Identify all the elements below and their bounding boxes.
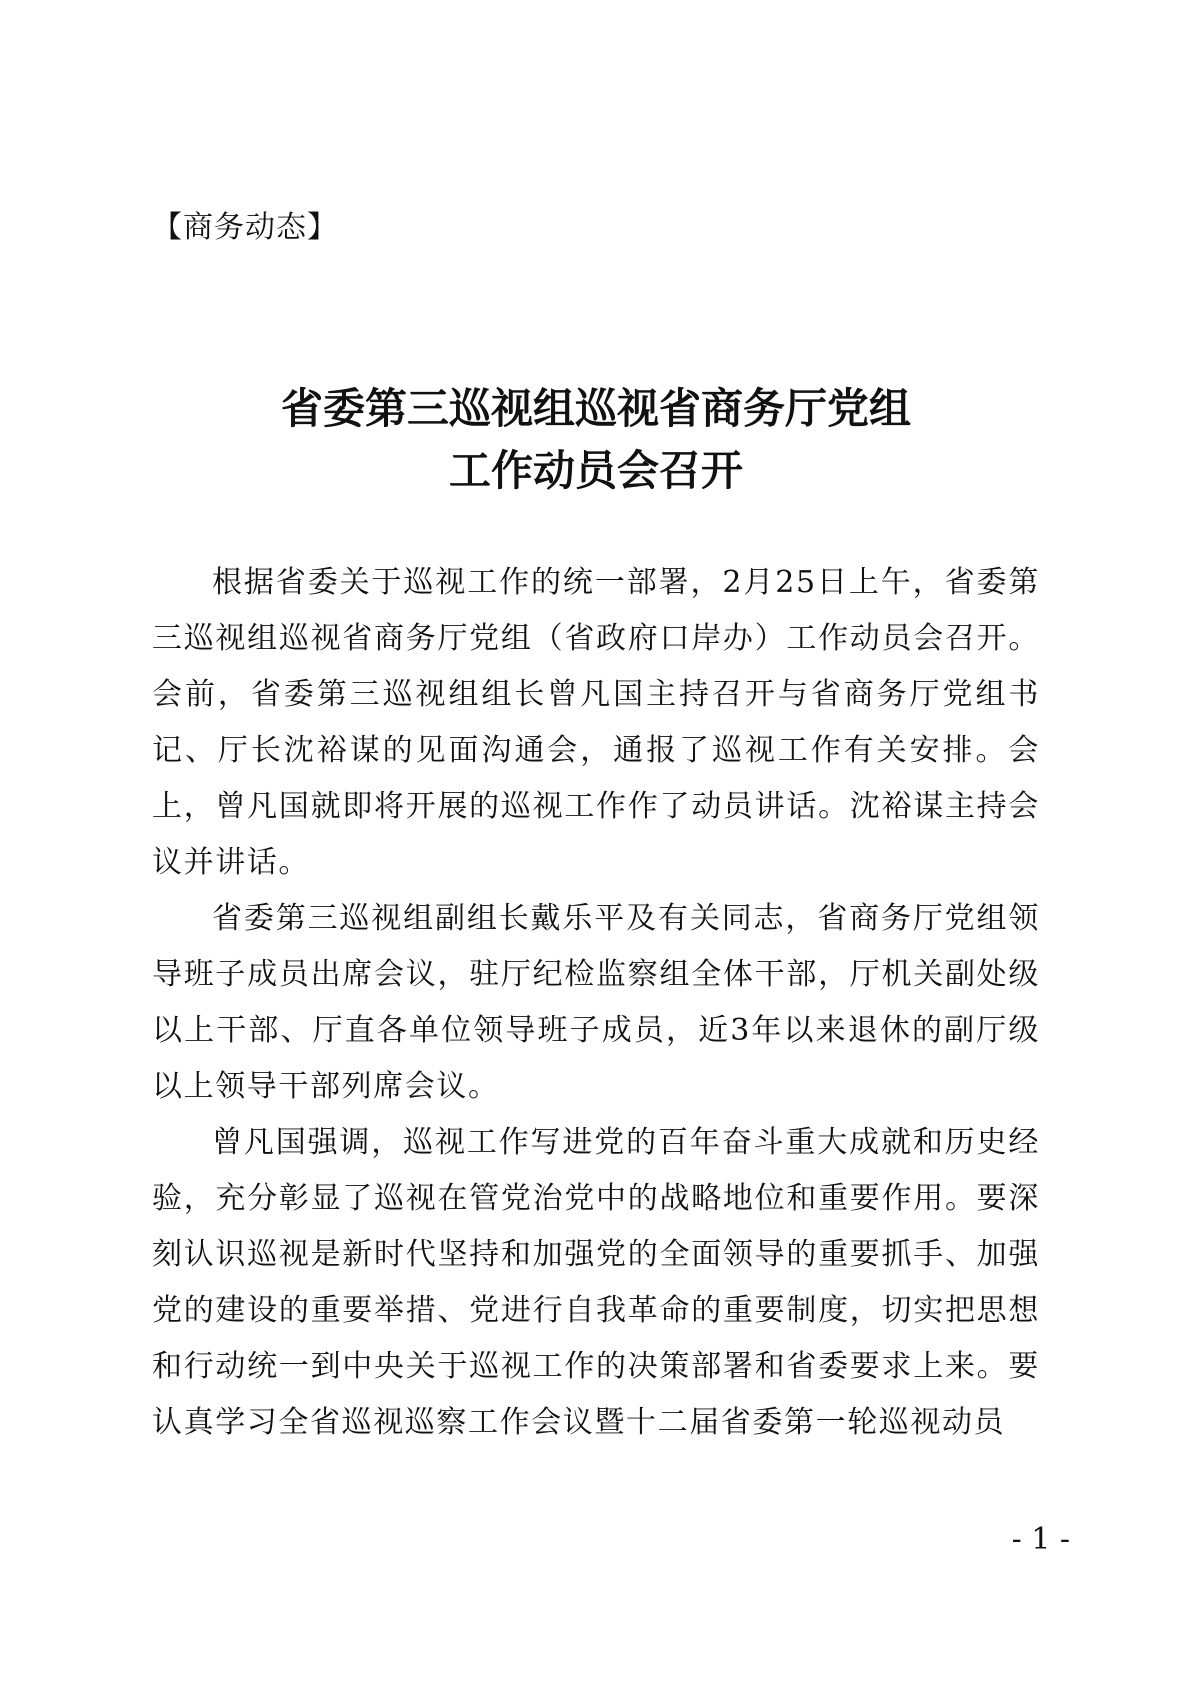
paragraph-2: 省委第三巡视组副组长戴乐平及有关同志，省商务厅党组领导班子成员出席会议，驻厅纪检监察组全体干部，厅机关副处级以上干部、厅直各单位领导班子成员，近3年以来退休的副厅级以上领导干部列席会议。 — [152, 901, 1040, 1104]
page-number: - 1 - — [1011, 1522, 1070, 1557]
paragraph-1: 根据省委关于巡视工作的统一部署，2月25日上午，省委第三巡视组巡视省商务厅党组（省政府口岸办）工作动员会召开。会前，省委第三巡视组组长曾凡国主持召开与省商务厅党组书记、厅长沈裕谋的见面沟通会，通报了巡视工作有关安排。会上，曾凡国就即将开展的巡视工作作了动员讲话。沈裕谋主持会议并讲话。 — [152, 565, 1040, 880]
article-title-line-1: 省委第三巡视组巡视省商务厅党组 — [280, 384, 911, 433]
article-title — [152, 378, 1040, 502]
article-body — [152, 555, 1040, 1451]
section-tag: 【商务动态】 — [152, 210, 338, 245]
paragraph-3: 曾凡国强调，巡视工作写进党的百年奋斗重大成就和历史经验，充分彰显了巡视在管党治党中的战略地位和重要作用。要深刻认识巡视是新时代坚持和加强党的全面领导的重要抓手、加强党的建设的重要举措、党进行自我革命的重要制度，切实把思想和行动统一到中央关于巡视工作的决策部署和省委要求上来。要认真学习全省巡视巡察工作会议暨十二届省委第一轮巡视动员 — [152, 1125, 1040, 1440]
article-title-line-2: 工作动员会召开 — [448, 446, 743, 495]
